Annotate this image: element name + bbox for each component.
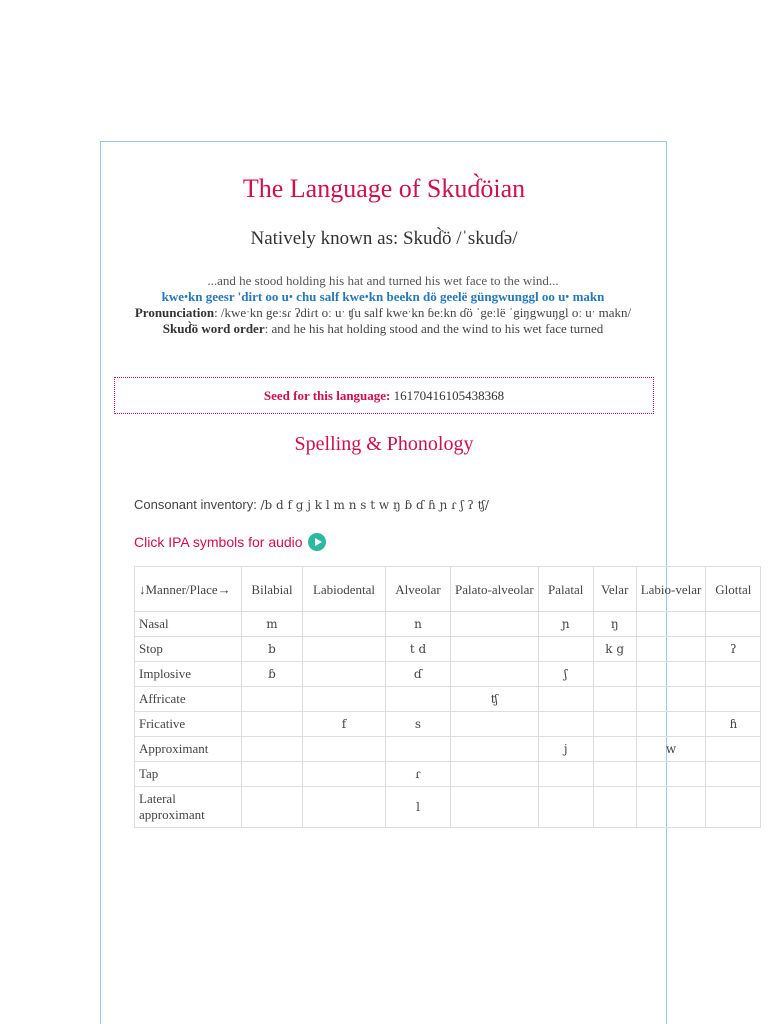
ipa-cell[interactable]: b [242, 637, 303, 662]
ipa-cell[interactable]: f [303, 712, 386, 737]
ipa-cell [242, 787, 303, 828]
audio-hint-text: Click IPA symbols for audio [134, 534, 303, 550]
word-order-value: : and he his hat holding stood and the wind to his wet face turned [264, 321, 604, 336]
ipa-cell[interactable]: ɗ [386, 662, 451, 687]
column-header: Palatal [538, 567, 593, 612]
ipa-cell [386, 687, 451, 712]
column-header: Palato-alveolar [451, 567, 539, 612]
ipa-cell [303, 637, 386, 662]
ipa-cell [706, 787, 761, 828]
ipa-cell [303, 662, 386, 687]
ipa-cell [242, 712, 303, 737]
row-header: Affricate [135, 687, 242, 712]
ipa-cell [242, 737, 303, 762]
ipa-cell [593, 737, 636, 762]
ipa-cell [636, 787, 706, 828]
table-row [135, 687, 761, 712]
ipa-cell [451, 737, 539, 762]
sample-native: kweꞏkn geesr 'dirt oo uꞏ chu salf kweꞏkn beekn dö geelë güngwunggl oo uꞏ makn [161, 289, 605, 304]
ipa-cell [451, 637, 539, 662]
row-header: Nasal [135, 612, 242, 637]
row-header: Lateral approximant [135, 787, 242, 828]
row-header: Fricative [135, 712, 242, 737]
ipa-cell [386, 737, 451, 762]
ipa-cell[interactable]: j [538, 737, 593, 762]
ipa-cell[interactable]: k g [593, 637, 636, 662]
ipa-cell [451, 662, 539, 687]
ipa-cell [636, 687, 706, 712]
row-header: Approximant [135, 737, 242, 762]
ipa-cell [538, 787, 593, 828]
ipa-cell[interactable]: m [242, 612, 303, 637]
table-row [135, 712, 761, 737]
column-header: Velar [593, 567, 636, 612]
ipa-cell[interactable]: s [386, 712, 451, 737]
ipa-cell [636, 662, 706, 687]
ipa-cell [303, 737, 386, 762]
ipa-cell [636, 612, 706, 637]
ipa-cell [303, 687, 386, 712]
ipa-cell [593, 787, 636, 828]
ipa-cell [538, 762, 593, 787]
word-order-label: Skuɗ̀ö word order [162, 321, 265, 336]
ipa-cell [593, 662, 636, 687]
sample-word-order [130, 321, 636, 337]
column-header: Labiodental [303, 567, 386, 612]
seed-label: Seed for this language: [263, 388, 391, 403]
section-title: Spelling & Phonology [294, 433, 474, 455]
row-header: Tap [135, 762, 242, 787]
ipa-cell[interactable]: ɦ [706, 712, 761, 737]
ipa-cell [593, 687, 636, 712]
seed-box [114, 377, 654, 414]
column-header: Alveolar [386, 567, 451, 612]
audio-hint[interactable] [134, 533, 326, 551]
inventory-label: Consonant inventory: [134, 497, 257, 512]
ipa-cell [706, 762, 761, 787]
table-row [135, 737, 761, 762]
ipa-cell [706, 687, 761, 712]
ipa-cell[interactable]: ɓ [242, 662, 303, 687]
ipa-cell [538, 712, 593, 737]
row-header: Stop [135, 637, 242, 662]
consonant-inventory [134, 497, 489, 512]
ipa-cell[interactable]: w [636, 737, 706, 762]
seed-value: 16170416105438368 [393, 388, 505, 403]
pronunciation-value: : /kweˑkn geːsɾ ʔdiɾt oː uˑ ʧu salf kweˑkn ɓeːkn ɗö ˈgeːlë ˈgiŋgwuŋgl oː uˑ makn/ [214, 305, 632, 320]
ipa-cell[interactable]: l [386, 787, 451, 828]
ipa-cell[interactable]: ɾ [386, 762, 451, 787]
table-row [135, 762, 761, 787]
ipa-cell [451, 787, 539, 828]
ipa-cell [242, 762, 303, 787]
table-corner-header: ↓Manner/Place→ [135, 567, 242, 612]
table-row [135, 662, 761, 687]
native-name: Natively known as: Skuɗ̀ö /ˈskuɗə/ [250, 228, 518, 249]
table-row [135, 787, 761, 828]
inventory-value: /b d f g j k l m n s t w ŋ ɓ ɗ ɦ ɲ ɾ ʃ ʔ ʧ/ [260, 498, 489, 512]
ipa-cell [593, 762, 636, 787]
ipa-cell [451, 762, 539, 787]
sample-english: ...and he stood holding his hat and turned his wet face to the wind... [207, 273, 559, 288]
table-row [135, 612, 761, 637]
ipa-cell [451, 712, 539, 737]
ipa-cell[interactable]: n [386, 612, 451, 637]
ipa-cell [242, 687, 303, 712]
ipa-cell [303, 762, 386, 787]
ipa-cell[interactable]: ʧ [451, 687, 539, 712]
column-header: Bilabial [242, 567, 303, 612]
ipa-cell [303, 612, 386, 637]
ipa-cell[interactable]: ɲ [538, 612, 593, 637]
ipa-cell[interactable]: ʔ [706, 637, 761, 662]
column-header: Labio-velar [636, 567, 706, 612]
ipa-cell [538, 687, 593, 712]
ipa-cell [451, 612, 539, 637]
ipa-cell [706, 737, 761, 762]
consonant-table [134, 566, 761, 828]
ipa-cell [303, 787, 386, 828]
ipa-cell [538, 637, 593, 662]
page-title: The Language of Skuɗ̀öian [242, 174, 526, 203]
sample-sentence-block [130, 273, 636, 337]
column-header: Glottal [706, 567, 761, 612]
ipa-cell [636, 762, 706, 787]
sample-pronunciation [130, 305, 636, 321]
ipa-cell[interactable]: t d [386, 637, 451, 662]
ipa-cell [636, 637, 706, 662]
ipa-cell [593, 712, 636, 737]
pronunciation-label: Pronunciation [134, 305, 215, 320]
ipa-cell [636, 712, 706, 737]
ipa-cell[interactable]: ŋ [593, 612, 636, 637]
row-header: Implosive [135, 662, 242, 687]
ipa-cell[interactable]: ʃ [538, 662, 593, 687]
ipa-cell [706, 612, 761, 637]
table-row [135, 637, 761, 662]
play-icon[interactable] [308, 533, 326, 551]
ipa-cell [706, 662, 761, 687]
